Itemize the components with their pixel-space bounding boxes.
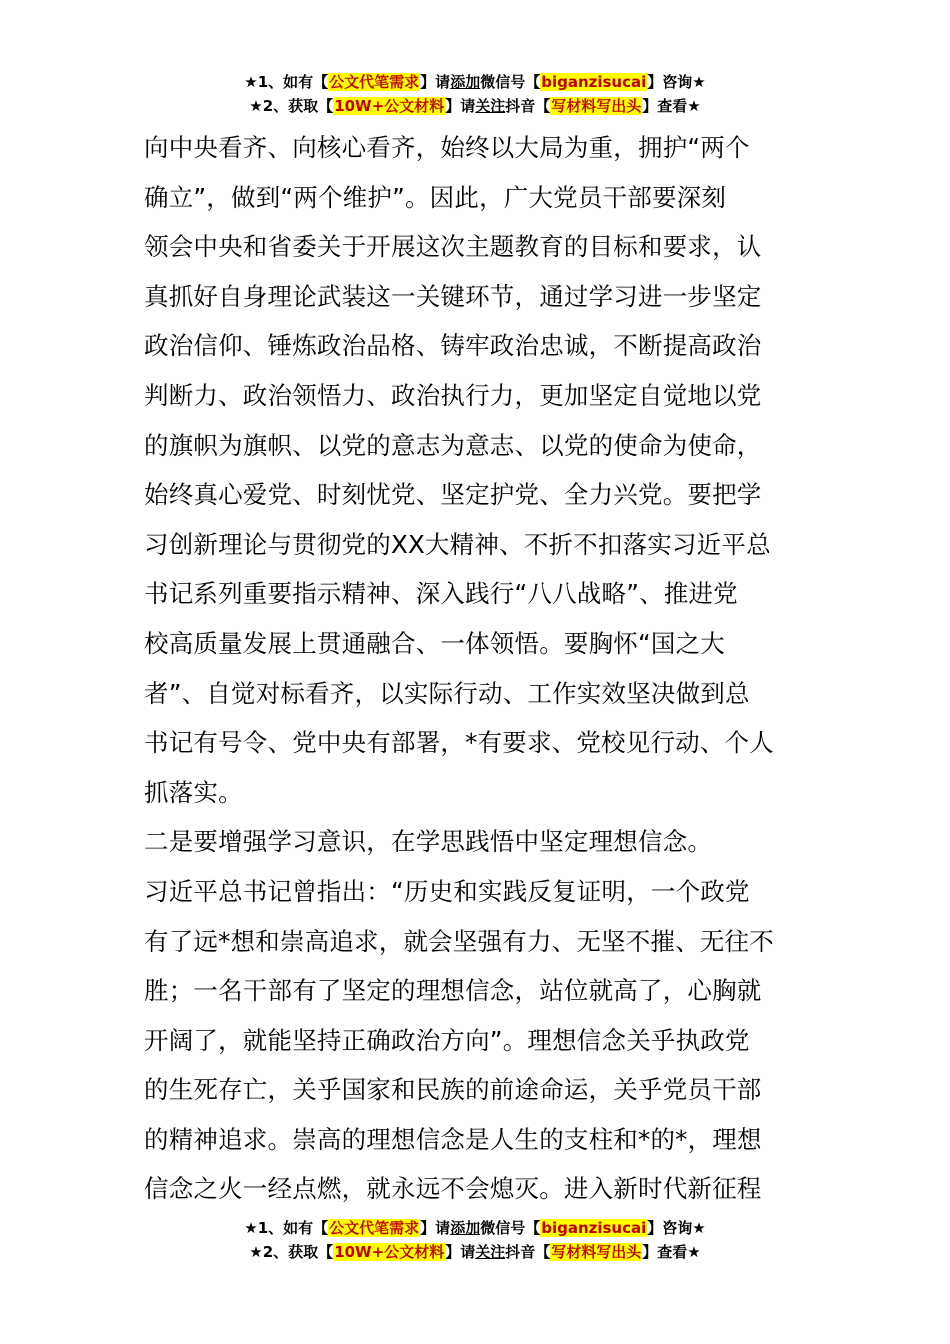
body-line: 领会中央和省委关于开展这次主题教育的目标和要求，认 bbox=[144, 232, 762, 262]
banner-text: ★1、如有【 bbox=[244, 1219, 329, 1237]
banner-underlined: 关注 bbox=[475, 97, 506, 115]
banner-text: ★2、获取【 bbox=[249, 1243, 334, 1261]
section-heading: 二是要增强学习意识，在学思践悟中坚定理想信念。 bbox=[144, 827, 713, 857]
document-body bbox=[144, 123, 808, 1214]
banner-line-1 bbox=[0, 1216, 950, 1240]
body-line: 者”、自觉对标看齐，以实际行动、工作实效坚决做到总 bbox=[144, 678, 750, 708]
banner-underlined: 添加 bbox=[450, 73, 481, 91]
body-line: 的旗帜为旗帜、以党的意志为意志、以党的使命为使命， bbox=[144, 430, 762, 460]
highlight-service: 公文代笔需求 bbox=[329, 1219, 420, 1237]
banner-line-2 bbox=[0, 1240, 950, 1264]
banner-text: ★1、如有【 bbox=[244, 73, 329, 91]
banner-text: 】咨询★ bbox=[647, 73, 706, 91]
body-line: 判断力、政治领悟力、政治执行力，更加坚定自觉地以党 bbox=[144, 380, 762, 410]
footer-banner bbox=[0, 1216, 950, 1264]
banner-text: 】请 bbox=[445, 1243, 476, 1261]
body-line: 的生死存亡，关乎国家和民族的前途命运，关乎党员干部 bbox=[144, 1075, 762, 1105]
highlight-douyin: 写材料写出头 bbox=[551, 1243, 642, 1261]
banner-text: 】咨询★ bbox=[647, 1219, 706, 1237]
body-line: 始终真心爱党、时刻忧党、坚定护党、全力兴党。要把学 bbox=[144, 480, 762, 510]
banner-text: 】请 bbox=[420, 1219, 451, 1237]
banner-line-2 bbox=[0, 94, 950, 118]
body-line: 信念之火一经点燃，就永远不会熄灭。进入新时代新征程 bbox=[144, 1174, 762, 1204]
body-line: 抓落实。 bbox=[144, 777, 243, 807]
body-line: 校高质量发展上贯通融合、一体领悟。要胸怀“国之大 bbox=[144, 628, 725, 658]
banner-text: 微信号【 bbox=[480, 1219, 541, 1237]
highlight-wechat-id: biganzisucai bbox=[541, 1219, 647, 1237]
banner-text: ★2、获取【 bbox=[249, 97, 334, 115]
body-line: 向中央看齐、向核心看齐，始终以大局为重，拥护“两个 bbox=[144, 133, 750, 162]
body-line: 开阔了，就能坚持正确政治方向”。理想信念关乎执政党 bbox=[144, 1025, 750, 1055]
body-line: 书记有号令、党中央有部署，*有要求、党校见行动、个人 bbox=[144, 728, 774, 758]
highlight-service: 公文代笔需求 bbox=[329, 73, 420, 91]
highlight-douyin: 写材料写出头 bbox=[551, 97, 642, 115]
body-line: 习创新理论与贯彻党的XX大精神、不折不扣落实习近平总 bbox=[144, 529, 771, 559]
banner-underlined: 添加 bbox=[450, 1219, 481, 1237]
body-line: 政治信仰、锤炼政治品格、铸牢政治忠诚，不断提高政治 bbox=[144, 331, 762, 361]
banner-text: 】请 bbox=[445, 97, 476, 115]
header-banner bbox=[0, 70, 950, 118]
body-line: 真抓好自身理论武装这一关键环节，通过学习进一步坚定 bbox=[144, 281, 762, 311]
body-line: 习近平总书记曾指出：“历史和实践反复证明，一个政党 bbox=[144, 876, 750, 906]
banner-text: 】查看★ bbox=[642, 97, 701, 115]
body-line: 的精神追求。崇高的理想信念是人生的支柱和*的*，理想 bbox=[144, 1124, 762, 1154]
banner-text: 抖音【 bbox=[505, 97, 551, 115]
body-line: 胜；一名干部有了坚定的理想信念，站位就高了，心胸就 bbox=[144, 976, 762, 1006]
highlight-materials: 10W+公文材料 bbox=[334, 97, 445, 115]
banner-text: 微信号【 bbox=[480, 73, 541, 91]
highlight-materials: 10W+公文材料 bbox=[334, 1243, 445, 1261]
banner-text: 抖音【 bbox=[505, 1243, 551, 1261]
highlight-wechat-id: biganzisucai bbox=[541, 73, 647, 91]
banner-line-1 bbox=[0, 70, 950, 94]
body-line: 有了远*想和崇高追求，就会坚强有力、无坚不摧、无往不 bbox=[144, 926, 774, 956]
body-line: 确立”，做到“两个维护”。因此，广大党员干部要深刻 bbox=[144, 182, 727, 212]
banner-underlined: 关注 bbox=[475, 1243, 506, 1261]
banner-text: 】请 bbox=[420, 73, 451, 91]
body-line: 书记系列重要指示精神、深入践行“八八战略”、推进党 bbox=[144, 579, 738, 609]
banner-text: 】查看★ bbox=[642, 1243, 701, 1261]
